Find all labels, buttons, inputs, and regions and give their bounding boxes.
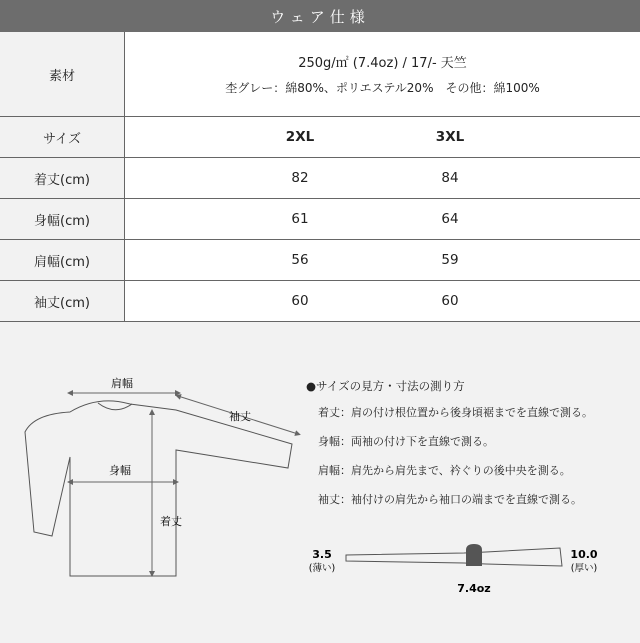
guide-item: 肩幅：肩先から肩先まで、衿ぐりの後中央を測る。: [318, 463, 593, 492]
spec-title: ウェア仕様: [270, 6, 369, 27]
cell-value: 64: [375, 211, 525, 227]
row-label: 身幅(cm): [0, 199, 125, 240]
guide-item: 袖丈：袖付けの肩先から袖口の端までを直線で測る。: [318, 492, 593, 521]
cell-value: 56: [225, 252, 375, 268]
cell-value: 61: [225, 211, 375, 227]
cell-value: 60: [225, 293, 375, 309]
thickness-marker-icon: [466, 544, 482, 566]
measurement-section: [0, 322, 640, 643]
thickness-max-label: (厚い): [571, 563, 597, 574]
material-label: 素材: [0, 32, 125, 117]
guide-item: 身幅：両袖の付け下を直線で測る。: [318, 434, 593, 463]
sleeve-length-label: 袖丈: [229, 409, 251, 423]
spec-header: [0, 0, 640, 32]
material-line-2: 杢グレー：綿80%、ポリエステル20% その他：綿100%: [125, 79, 640, 96]
size-col-2xl: 2XL: [225, 129, 375, 145]
size-col-3xl: 3XL: [375, 129, 525, 145]
thickness-marker-value: 7.4oz: [457, 582, 490, 595]
size-label: サイズ: [0, 117, 125, 158]
guide-item: 着丈：肩の付け根位置から後身頃裾までを直線で測る。: [318, 405, 593, 434]
table-row: [0, 240, 640, 281]
row-label: 着丈(cm): [0, 158, 125, 199]
size-header-row: [0, 117, 640, 158]
length-label: 着丈: [160, 514, 182, 528]
thickness-max-value: 10.0: [570, 548, 597, 561]
shoulder-width-label: 肩幅: [111, 376, 133, 390]
guide-title: ●サイズの見方・寸法の測り方: [306, 378, 593, 394]
measurement-guide: [306, 378, 593, 521]
table-row: [0, 281, 640, 322]
table-row: [0, 158, 640, 199]
cell-value: 84: [375, 170, 525, 186]
material-row: [0, 32, 640, 117]
body-width-label: 身幅: [109, 463, 131, 477]
material-line-1: 250g/㎡ (7.4oz) / 17/- 天竺: [125, 52, 640, 71]
shirt-outline-icon: [25, 401, 292, 576]
cell-value: 60: [375, 293, 525, 309]
thickness-min-value: 3.5: [312, 548, 332, 561]
cell-value: 59: [375, 252, 525, 268]
spec-table: [0, 32, 640, 322]
row-label: 肩幅(cm): [0, 240, 125, 281]
material-value: [125, 32, 640, 117]
row-label: 袖丈(cm): [0, 281, 125, 322]
table-row: [0, 199, 640, 240]
thickness-scale-icon: [346, 548, 562, 566]
thickness-min-label: (薄い): [309, 562, 335, 574]
cell-value: 82: [225, 170, 375, 186]
